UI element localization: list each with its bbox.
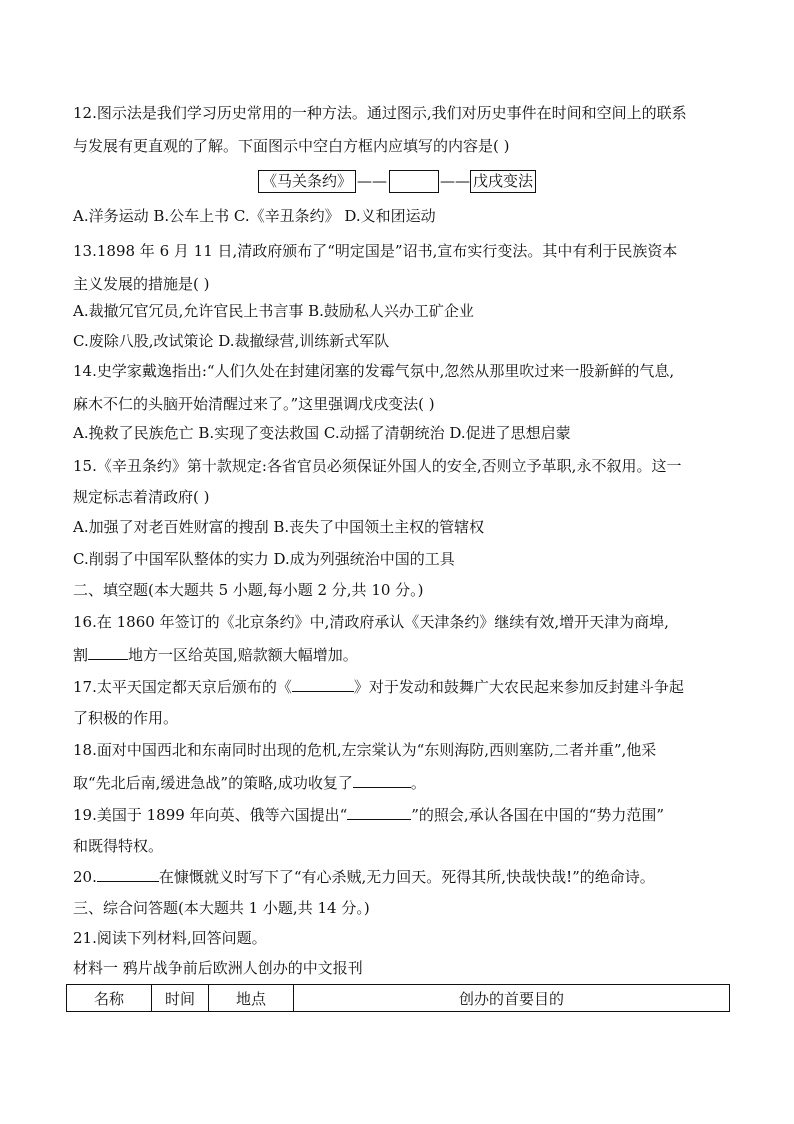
q15-stem-line2: 规定标志着清政府( ) [73, 488, 210, 506]
q16-text-before-blank: 割 [73, 646, 89, 664]
q14-stem-line2: 麻木不仁的头脑开始清醒过来了。”这里强调戊戌变法( ) [73, 395, 435, 413]
q17-text-before-blank: 17.太平天国定都天京后颁布的《 [73, 678, 292, 696]
table-header-time: 时间 [152, 985, 209, 1012]
diagram-connector-right: —— [440, 172, 470, 190]
q18-answer-blank [353, 772, 411, 788]
table-header-row [67, 985, 730, 1012]
section-fill-in-heading: 二、填空题(本大题共 5 小题,每小题 2 分,共 10 分。) [73, 581, 424, 599]
q14-options: A.挽救了民族危亡 B.实现了变法救国 C.动摇了清朝统治 D.促进了思想启蒙 [73, 424, 571, 442]
q12-stem-line2: 与发展有更直观的了解。下面图示中空白方框内应填写的内容是( ) [73, 137, 510, 155]
q15-options-ab: A.加强了对老百姓财富的搜刮 B.丧失了中国领土主权的管辖权 [73, 518, 485, 536]
q13-options-ab: A.裁撤冗官冗员,允许官民上书言事 B.鼓励私人兴办工矿企业 [73, 302, 474, 320]
table-header-place: 地点 [209, 985, 294, 1012]
q12-options: A.洋务运动 B.公车上书 C.《辛丑条约》 D.义和团运动 [73, 207, 436, 225]
q19-stem-line1 [73, 804, 664, 825]
q12-stem-line1: 12.图示法是我们学习历史常用的一种方法。通过图示,我们对历史事件在时间和空间上的联系 [73, 104, 687, 122]
q16-stem-line1: 16.在 1860 年签订的《北京条约》中,清政府承认《天津条约》继续有效,增开天津为商埠, [73, 613, 669, 631]
q20-stem-line1 [73, 866, 655, 887]
q20-number: 20. [73, 868, 97, 886]
q17-answer-blank [292, 676, 354, 692]
q15-stem-line1: 15.《辛丑条约》第十款规定:各省官员必须保证外国人的安全,否则立予革职,永不叙用。这一 [73, 457, 682, 475]
q16-text-after-blank: 地方一区给英国,赔款额大幅增加。 [128, 646, 358, 664]
material1-table [66, 984, 730, 1012]
q19-answer-blank [347, 804, 411, 820]
q13-stem-line2: 主义发展的措施是( ) [73, 275, 210, 293]
q13-options-cd: C.废除八股,改试策论 D.裁撤绿营,训练新式军队 [73, 332, 390, 350]
table-header-purpose: 创办的首要目的 [294, 985, 730, 1012]
diagram-box-reform: 戊戌变法 [470, 170, 536, 193]
q17-stem-line2: 了积极的作用。 [73, 709, 179, 727]
section-essay-heading: 三、综合问答题(本大题共 1 小题,共 14 分。) [73, 899, 370, 917]
q18-stem-line1: 18.面对中国西北和东南同时出现的危机,左宗棠认为“东则海防,西则塞防,二者并重”,他采 [73, 741, 657, 759]
q18-stem-line2 [73, 772, 426, 793]
q17-stem-line1 [73, 676, 684, 697]
q21-stem: 21.阅读下列材料,回答问题。 [73, 929, 267, 947]
q15-options-cd: C.削弱了中国军队整体的实力 D.成为列强统治中国的工具 [73, 550, 455, 568]
q20-answer-blank [97, 866, 159, 882]
q14-stem-line1: 14.史学家戴逸指出:“人们久处在封建闭塞的发霉气氛中,忽然从那里吹过来一股新鲜的气息, [73, 362, 675, 380]
q16-answer-blank [88, 644, 128, 660]
q12-diagram [0, 170, 794, 194]
q16-stem-line2 [73, 644, 358, 665]
q18-text-after-blank: 。 [410, 774, 426, 792]
q13-stem-line1: 13.1898 年 6 月 11 日,清政府颁布了“明定国是”诏书,宣布实行变法。其中有利于民族资本 [73, 242, 678, 260]
q19-text-before-blank: 19.美国于 1899 年向英、俄等六国提出“ [73, 806, 348, 824]
diagram-box-treaty: 《马关条约》 [258, 170, 356, 193]
diagram-box-blank [389, 170, 439, 193]
q17-text-after-blank: 》对于发动和鼓舞广大农民起来参加反封建斗争起 [353, 678, 684, 696]
q20-text-after-blank: 在慷慨就义时写下了“有心杀贼,无力回天。死得其所,快哉快哉!”的绝命诗。 [158, 868, 655, 886]
q18-text-before-blank: 取“先北后南,缓进急战”的策略,成功收复了 [73, 774, 353, 792]
q21-material1-caption: 材料一 鸦片战争前后欧洲人创办的中文报刊 [73, 959, 363, 977]
table-header-name: 名称 [67, 985, 152, 1012]
q19-stem-line2: 和既得特权。 [73, 837, 164, 855]
diagram-connector-left: —— [357, 172, 387, 190]
q19-text-after-blank: ”的照会,承认各国在中国的“势力范围” [411, 806, 665, 824]
